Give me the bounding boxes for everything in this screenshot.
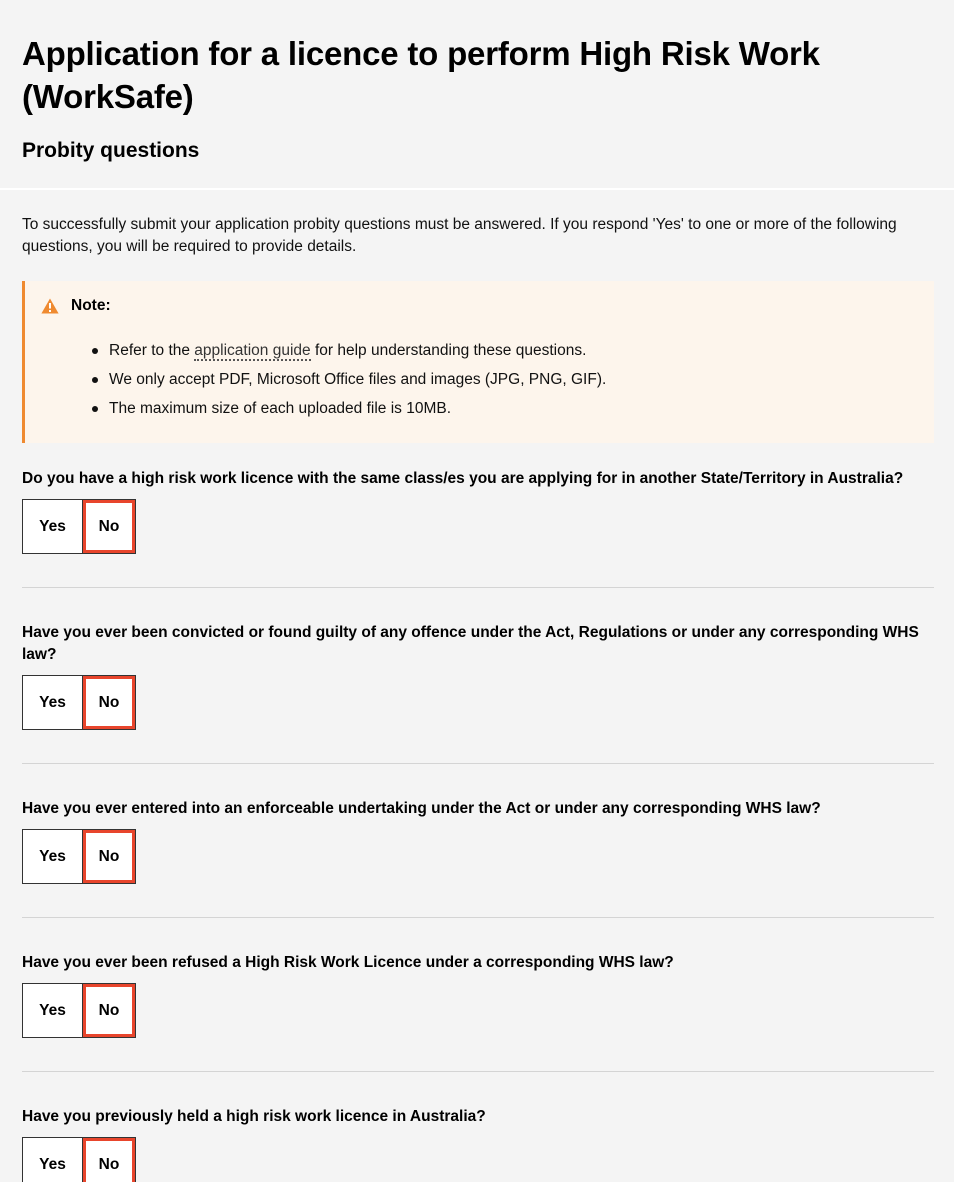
question-refused-licence xyxy=(22,917,934,1038)
yes-no-toggle xyxy=(22,983,934,1038)
no-button[interactable]: No xyxy=(82,499,136,554)
yes-button[interactable]: Yes xyxy=(22,675,82,730)
application-guide-link[interactable]: application guide xyxy=(194,342,311,359)
no-button[interactable]: No xyxy=(82,983,136,1038)
note-list xyxy=(41,336,934,423)
question-interstate-licence xyxy=(22,468,934,554)
warning-icon xyxy=(41,298,59,314)
question-convicted xyxy=(22,587,934,730)
page-subtitle: Probity questions xyxy=(22,139,200,162)
note-item-guide: Refer to the application guide for help understanding these questions. xyxy=(109,336,934,365)
yes-button[interactable]: Yes xyxy=(22,829,82,884)
yes-button[interactable]: Yes xyxy=(22,983,82,1038)
note-item-file-types: We only accept PDF, Microsoft Office files and images (JPG, PNG, GIF). xyxy=(109,365,934,394)
page-header xyxy=(0,0,954,190)
question-label: Have you ever been convicted or found guilty of any offence under the Act, Regulations or under any corresponding WHS law? xyxy=(22,624,919,663)
question-label: Have you previously held a high risk work licence in Australia? xyxy=(22,1108,486,1125)
yes-no-toggle xyxy=(22,675,934,730)
note-item-file-size: The maximum size of each uploaded file is 10MB. xyxy=(109,394,934,423)
question-enforceable-undertaking xyxy=(22,763,934,884)
no-button[interactable]: No xyxy=(82,829,136,884)
yes-button[interactable]: Yes xyxy=(22,499,82,554)
yes-no-toggle xyxy=(22,1137,934,1182)
no-button[interactable]: No xyxy=(82,1137,136,1182)
note-title: Note: xyxy=(71,297,111,314)
page-title: Application for a licence to perform High Risk Work (WorkSafe) xyxy=(22,35,820,115)
intro-text: To successfully submit your application probity questions must be answered. If you respond 'Yes' to one or more of the following questions, you will be required to provide details. xyxy=(22,216,897,255)
yes-no-toggle xyxy=(22,829,934,884)
question-label: Have you ever entered into an enforceable undertaking under the Act or under any corresponding WHS law? xyxy=(22,800,821,817)
question-label: Do you have a high risk work licence with the same class/es you are applying for in another State/Territory in Australia? xyxy=(22,470,904,487)
question-label: Have you ever been refused a High Risk Work Licence under a corresponding WHS law? xyxy=(22,954,674,971)
probity-form xyxy=(0,190,954,1182)
questions-list xyxy=(22,468,932,1182)
question-previously-held xyxy=(22,1071,934,1182)
yes-no-toggle xyxy=(22,499,934,554)
no-button[interactable]: No xyxy=(82,675,136,730)
note-box xyxy=(22,281,934,443)
note-header xyxy=(41,297,934,315)
yes-button[interactable]: Yes xyxy=(22,1137,82,1182)
